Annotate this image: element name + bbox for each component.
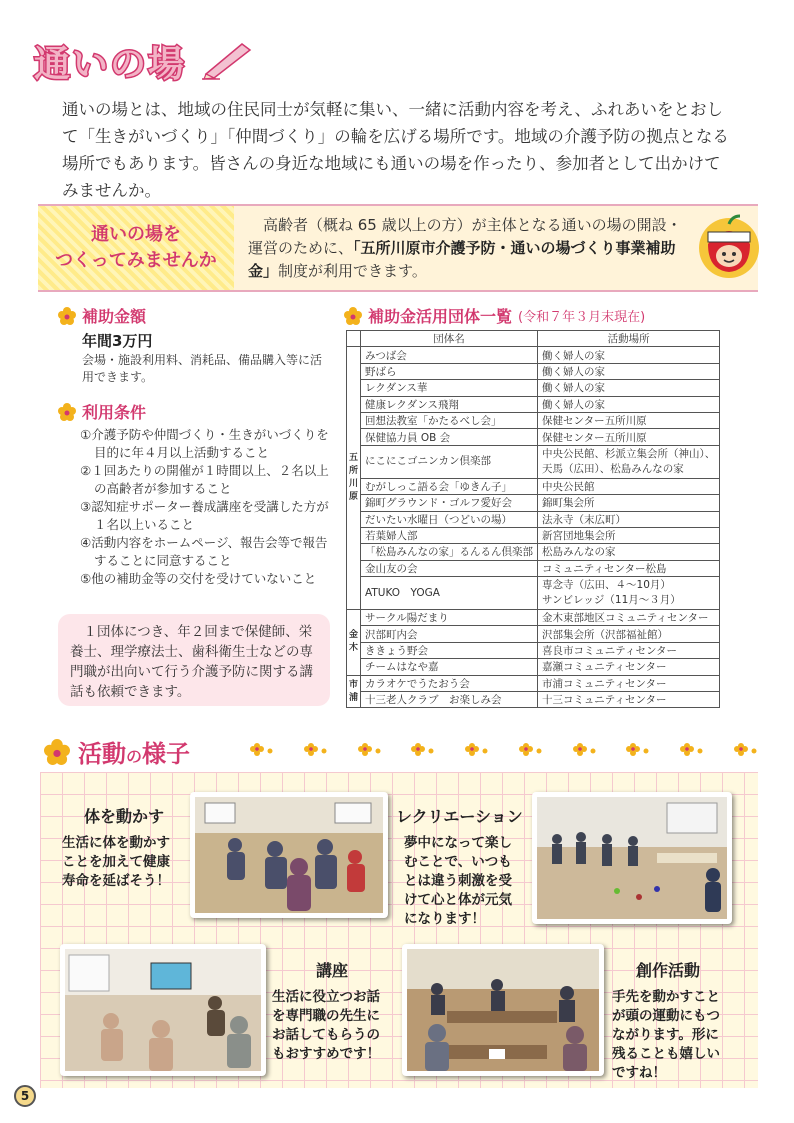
activity-text-line: 夢中になって楽し [404,835,512,851]
subsidy-heading [58,304,146,327]
group-cell: レクダンス華 [361,380,538,396]
group-cell: 沢部町内会 [361,626,538,642]
activities-title [78,734,190,769]
conditions-heading [58,400,146,423]
page-title: 通いの場 [34,44,187,85]
small-flower-icon [573,742,599,756]
small-flower-icon [304,742,330,756]
group-cell: カラオケでうたおう会 [361,675,538,691]
group-cell: ATUKO YOGA [361,577,538,610]
pencil-icon [200,40,254,80]
place-cell: 新宮団地集会所 [538,527,720,543]
activity-title: レクリエーション [396,807,523,826]
table-row [347,527,720,543]
activities-title-main: 活動 [78,740,126,768]
craft-photo [402,944,604,1076]
table-row [347,478,720,494]
activity-text-line: けて心と体が元気 [404,892,512,908]
conditions-list [80,426,330,589]
table-heading [344,304,645,327]
activity-text-line: とは違う刺激を受 [404,873,512,889]
activity-text-line: お話してもらうの [272,1027,380,1043]
place-line: 専念寺（広田、４～10月） [542,579,671,592]
condition-item: ④活動内容をホームページ、報告会等で報告することに同意すること [80,535,328,568]
table-row [347,363,720,379]
conditions-heading-label: 利用条件 [82,403,147,422]
table-row [347,544,720,560]
group-cell: 金山友の会 [361,560,538,576]
place-cell: 法永寺（末広町） [538,511,720,527]
table-row [347,626,720,642]
flower-icon [58,403,76,421]
table-body [347,347,720,708]
activity-text-line: を専門職の先生に [272,1008,380,1024]
flower-icon [44,739,70,765]
table-row [347,445,720,478]
group-cell: 「松島みんなの家」るんるん倶楽部 [361,544,538,560]
area-cell: 五所川原 [347,347,361,610]
banner-heading-line1: 通いの場を [90,224,181,245]
group-cell: 野ばら [361,363,538,379]
group-cell: 回想法教室「かたるべし会」 [361,412,538,428]
table-row [347,577,720,610]
place-line: 中央公民館、杉派立集会所（神山）、 [542,447,716,460]
area-column-header [347,331,361,347]
place-cell: 保健センター五所川原 [538,429,720,445]
intro-text: 通いの場とは、地域の住民同士が気軽に集い、一緒に活動内容を考え、ふれあいをとおして「生きがいづくり」「仲間づくり」の輪を広げる場所です。地域の介護予防の拠点となる場所でもあります。皆さんの身近な地域にも通いの場を作ったり、参加者として出かけてみませんか。 [62,100,729,200]
subsidy-banner [38,204,758,292]
place-line: 天馬（広田）、松島みんなの家 [542,462,684,475]
table-row [347,560,720,576]
condition-item: ②１回あたりの開催が１時間以上、２名以上の高齢者が参加すること [80,463,329,496]
banner-text-bold: 「五所川原市介護予防・通いの場づくり事業補助金」 [248,239,676,280]
activity-text-line: むことで、いつも [404,854,512,870]
activity-text-line: ながります。形に [612,1027,719,1043]
activity-text-line: 生活に体を動かす [62,835,170,851]
place-cell: コミュニティセンター松島 [538,560,720,576]
group-cell: 十三老人クラブ お楽しみ会 [361,692,538,708]
group-cell: みつば会 [361,347,538,363]
place-cell: 働く婦人の家 [538,363,720,379]
decorative-flowers [250,742,760,756]
banner-heading [38,206,234,290]
lecture-photo [60,944,266,1076]
table-row [347,495,720,511]
activity-text-line: が頭の運動にもつ [612,1008,720,1024]
place-cell: 喜良市コミュニティセンター [538,642,720,658]
group-cell: にこにこゴニンカン倶楽部 [361,445,538,478]
place-column-header: 活動場所 [538,331,720,347]
activity-text [272,988,380,1064]
activities-title-end: 様子 [142,740,191,768]
activities-title-no: の [126,747,143,766]
group-cell: だいたい水曜日（つどいの場） [361,511,538,527]
table-date: (令和７年３月末現在) [518,310,646,325]
group-cell: 健康レクダンス飛翔 [361,396,538,412]
table-header-row [347,331,720,347]
place-line: サンビレッジ（11月～３月） [542,594,681,607]
subsidy-amount: 年間3万円 [82,332,153,350]
group-cell: 保健協力員 OB 会 [361,429,538,445]
place-cell: 中央公民館 [538,478,720,494]
place-cell: 松島みんなの家 [538,544,720,560]
flower-icon [58,307,76,325]
table-row [347,511,720,527]
page-number: 5 [14,1085,36,1107]
small-flower-icon [626,742,652,756]
activity-text-line: 残ることも嬉しい [612,1046,720,1062]
banner-text-before: 高齢者（概ね 65 歳以上の方）が主体となる通いの場の開設・運営のために、 [248,216,682,257]
place-cell: 金木東部地区コミュニティセンター [538,610,720,626]
activity-text-line: 手先を動かすこと [612,989,720,1005]
apple-mascot-icon [694,204,764,288]
group-cell: 若葉婦人部 [361,527,538,543]
activities-heading [44,734,190,769]
activity-text-line: になります！ [404,911,485,927]
place-cell: 働く婦人の家 [538,396,720,412]
table-row [347,659,720,675]
table-row [347,412,720,428]
small-flower-icon [465,742,491,756]
banner-text [248,214,688,283]
condition-item: ①介護予防や仲間づくり・生きがいづくりを目的に年４月以上活動すること [80,427,329,460]
lecture-note-box: １団体につき、年２回まで保健師、栄養士、理学療法士、歯科衛生士などの専門職が出向いて行う介護予防に関する講話も依頼できます。 [58,614,330,706]
small-flower-icon [411,742,437,756]
groups-table [346,330,720,708]
activity-title: 講座 [316,961,349,980]
activity-title: 体を動かす [84,807,165,826]
activity-text-line: 生活に役立つお話 [272,989,380,1005]
activity-text [404,834,512,929]
condition-item: ③認知症サポーター養成講座を受講した方が１名以上いること [80,499,329,532]
place-cell: 十三コミュニティセンター [538,692,720,708]
small-flower-icon [358,742,384,756]
small-flower-icon [519,742,545,756]
activity-text [612,988,720,1083]
small-flower-icon [680,742,706,756]
activity-title: 創作活動 [636,961,701,980]
area-cell: 金木 [347,610,361,676]
activity-text-line: 寿命を延ばそう！ [62,873,170,889]
group-cell: 錦町グラウンド・ゴルフ愛好会 [361,495,538,511]
flower-icon [344,307,362,325]
table-row [347,380,720,396]
group-column-header: 団体名 [361,331,538,347]
banner-heading-line2: つくってみませんか [55,250,217,271]
table-row [347,347,720,363]
place-cell: 働く婦人の家 [538,380,720,396]
table-title: 補助金活用団体一覧 [368,307,513,326]
activity-text-line: ことを加えて健康 [62,854,170,870]
activity-text-line: もおすすめです！ [272,1046,381,1062]
table-row [347,429,720,445]
place-cell: 保健センター五所川原 [538,412,720,428]
subsidy-note: 会場・施設利用料、消耗品、備品購入等に活用できます。 [82,353,323,384]
place-cell: 沢部集会所（沢部福祉館） [538,626,720,642]
exercise-photo [190,792,388,918]
place-cell: 市浦コミュニティセンター [538,675,720,691]
place-cell [538,577,720,610]
area-cell: 市浦 [347,675,361,708]
place-cell: 働く婦人の家 [538,347,720,363]
group-cell: サークル陽だまり [361,610,538,626]
group-cell: ききょう野会 [361,642,538,658]
place-cell: 錦町集会所 [538,495,720,511]
banner-text-after: 制度が利用できます。 [278,262,427,280]
group-cell: むがしっこ語る会「ゆきん子」 [361,478,538,494]
place-cell: 嘉瀬コミュニティセンター [538,659,720,675]
recreation-photo [532,792,732,924]
activity-text-line: ですね！ [612,1065,666,1081]
activity-text [62,834,170,891]
small-flower-icon [734,742,760,756]
table-row [347,675,720,691]
table-row [347,692,720,708]
subsidy-heading-label: 補助金額 [82,307,147,326]
table-row [347,610,720,626]
condition-item: ⑤他の補助金等の交付を受けていないこと [80,571,317,586]
table-row [347,642,720,658]
small-flower-icon [250,742,276,756]
table-row [347,396,720,412]
place-cell [538,445,720,478]
group-cell: チームはなや嘉 [361,659,538,675]
